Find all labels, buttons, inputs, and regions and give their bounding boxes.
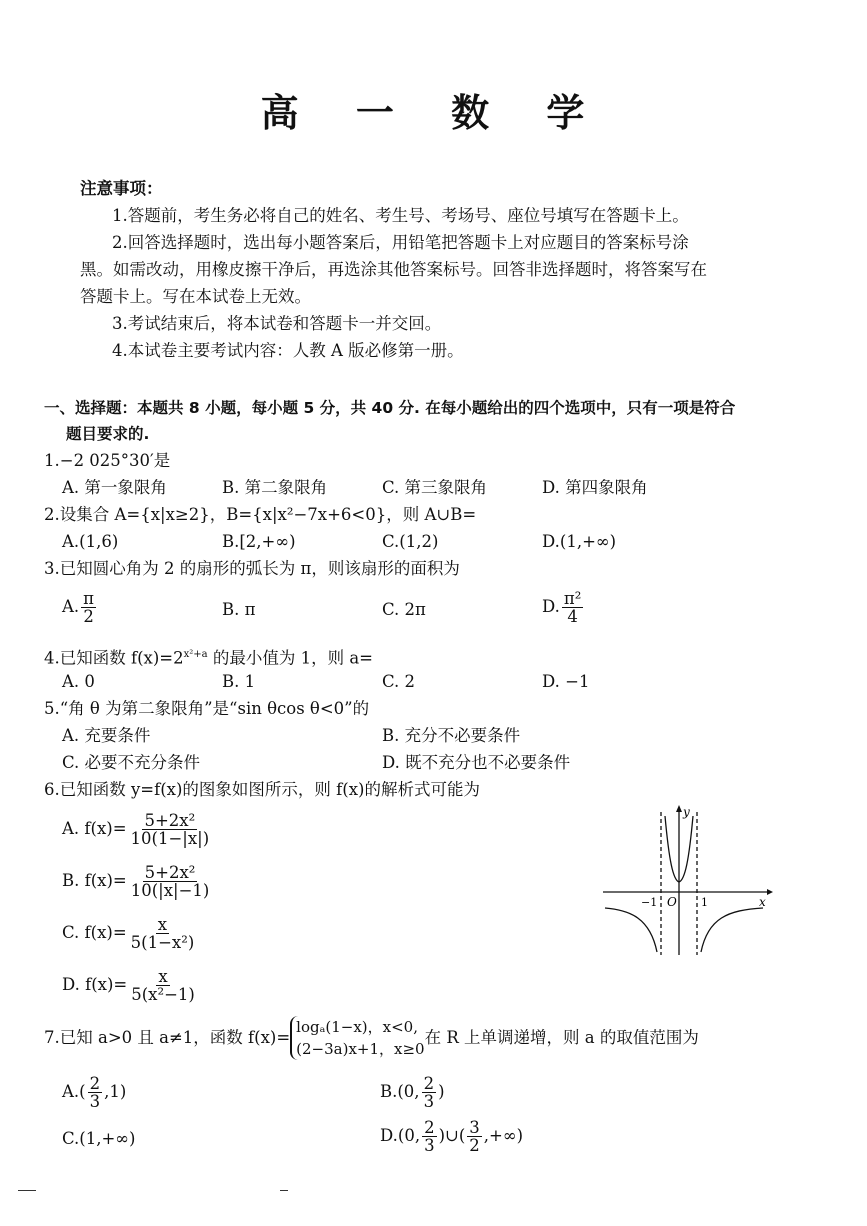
q7-option-a: A.( $\frac{2}{3}$ ,1)	[62, 1074, 127, 1111]
q3-option-d: D. $\frac{\text{π²}}{4}$	[542, 589, 582, 626]
q6-option-b: B. f(x)= $\frac{\text{5+2x²}}{10(|x|-1)}$	[62, 863, 210, 900]
tick-pos1: 1	[701, 896, 708, 909]
q7-option-d: D.(0, $\frac{2}{3}$ )∪( $\frac{3}{2}$ ,+∞)	[380, 1118, 524, 1155]
q2-option-c: C.(1,2)	[382, 532, 439, 551]
q5-option-b: B. 充分不必要条件	[382, 726, 521, 745]
q4-option-c: C. 2	[382, 672, 416, 691]
q6-option-d: D. f(x)= $\frac{x}{\text{5(x²−1)}}$	[62, 967, 195, 1004]
origin-label: O	[667, 895, 677, 909]
section-heading: 一、选择题：本题共 8 小题，每小题 5 分，共 40 分. 在每小题给出的四个选项中，只有一项是符合	[44, 399, 736, 417]
footer-mark-left	[18, 1190, 36, 1191]
q6-function-graph	[595, 800, 780, 960]
q1-option-d: D. 第四象限角	[542, 478, 648, 497]
q3-option-b: B. π	[222, 600, 256, 619]
q2-option-a: A.(1,6)	[62, 532, 119, 551]
q3-stem: 3.已知圆心角为 2 的扇形的弧长为 π，则该扇形的面积为	[44, 559, 460, 578]
y-axis-arrow	[676, 805, 682, 812]
tick-neg1: −1	[641, 896, 658, 909]
notice-item-3: 3.考试结束后，将本试卷和答题卡一并交回。	[112, 314, 442, 333]
q1-stem: 1.−2 025°30′是	[44, 451, 171, 470]
x-axis-arrow	[767, 889, 773, 895]
q3-option-a: A. $\frac{\pi}{2}$	[62, 589, 95, 626]
notice-item-4: 4.本试卷主要考试内容：人教 A 版必修第一册。	[112, 341, 464, 360]
notice-item-2-cont: 黑。如需改动，用橡皮擦干净后，再选涂其他答案标号。回答非选择题时，将答案写在	[80, 260, 707, 279]
q2-option-b: B.[2,+∞)	[222, 532, 296, 551]
q6-stem: 6.已知函数 y=f(x)的图象如图所示，则 f(x)的解析式可能为	[44, 780, 480, 799]
q5-option-c: C. 必要不充分条件	[62, 753, 201, 772]
curve-right	[701, 908, 763, 952]
q7-option-c: C.(1,+∞)	[62, 1129, 136, 1148]
q1-option-b: B. 第二象限角	[222, 478, 328, 497]
q6-option-c: C. f(x)= $\frac{x}{\text{5(1−x²)}}$	[62, 915, 195, 952]
footer-mark-mid	[280, 1190, 288, 1191]
piecewise-brace: logₐ(1−x)，x<0, (2−3a)x+1，x≥0	[290, 1016, 424, 1060]
q4-option-a: A. 0	[62, 672, 95, 691]
q7-option-b: B.(0, $\frac{2}{3}$ )	[380, 1074, 445, 1111]
y-label: y	[683, 805, 690, 819]
notice-heading: 注意事项：	[80, 179, 163, 198]
q1-option-a: A. 第一象限角	[62, 478, 167, 497]
notice-item-1: 1.答题前，考生务必将自己的姓名、考生号、考场号、座位号填写在答题卡上。	[112, 206, 689, 225]
q2-option-d: D.(1,+∞)	[542, 532, 617, 551]
page-title: 高 一 数 学	[260, 91, 607, 135]
q5-option-d: D. 既不充分也不必要条件	[382, 753, 571, 772]
q5-option-a: A. 充要条件	[62, 726, 151, 745]
section-heading-cont: 题目要求的.	[66, 425, 150, 443]
q7-stem: 7.已知 a>0 且 a≠1，函数 f(x)= logₐ(1−x)，x<0, (2−3a)x+1，x≥0 在 R 上单调递增，则 a 的取值范围为	[44, 1018, 699, 1058]
q1-option-c: C. 第三象限角	[382, 478, 488, 497]
q3-option-c: C. 2π	[382, 600, 426, 619]
q6-option-a: A. f(x)= $\frac{\text{5+2x²}}{10(1-|x|)}$	[62, 811, 210, 848]
q4-option-d: D. −1	[542, 672, 590, 691]
notice-item-2: 2.回答选择题时，选出每小题答案后，用铅笔把答题卡上对应题目的答案标号涂	[112, 233, 689, 252]
notice-item-2-cont2: 答题卡上。写在本试卷上无效。	[80, 287, 311, 306]
q4-stem: 4.已知函数 $f(x)=2^{x^2+a}$ 的最小值为 1，则 a=	[44, 648, 374, 668]
q4-option-b: B. 1	[222, 672, 256, 691]
x-label: x	[759, 895, 766, 909]
curve-left	[605, 908, 657, 952]
q5-stem: 5.“角 θ 为第二象限角”是“sin θcos θ<0”的	[44, 699, 370, 718]
q2-stem: 2.设集合 A={x|x≥2}，B={x|x²−7x+6<0}，则 A∪B=	[44, 505, 477, 524]
